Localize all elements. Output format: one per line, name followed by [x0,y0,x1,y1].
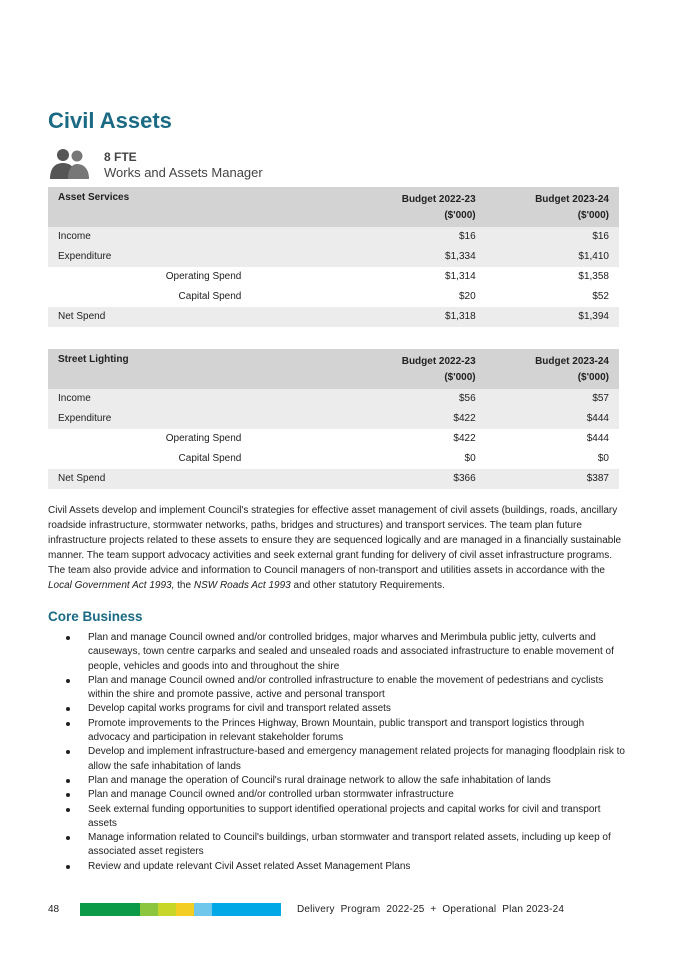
bullet-icon [66,836,70,840]
table-row: Income $56 $57 [48,389,619,409]
table-header-row [48,187,619,227]
manager-role: Works and Assets Manager [104,165,263,180]
core-business-list [60,631,626,874]
act-reference: NSW Roads Act 1993 [193,580,291,591]
table-row: Expenditure $422 $444 [48,409,619,429]
table-header-row [48,349,619,389]
street-lighting-table [48,349,619,489]
budget-2023-24-header: Budget 2023-24 ($'000) [486,349,619,389]
asset-services-table [48,187,619,327]
budget-2022-23-header: Budget 2022-23 ($'000) [241,349,485,389]
table-row: Income $16 $16 [48,227,619,247]
fte-count: 8 FTE [104,150,137,164]
list-item: Seek external funding opportunities to support identified operational projects and capital works for civil and transport assets [60,803,626,832]
list-item: Develop capital works programs for civil and transport related assets [60,702,626,716]
table-heading: Asset Services [48,187,241,227]
bullet-icon [66,750,70,754]
bullet-icon [66,722,70,726]
act-reference: Local Government Act 1993, [48,580,175,591]
color-segment [140,903,158,916]
bullet-icon [66,779,70,783]
table-row: Net Spend $1,318 $1,394 [48,307,619,327]
list-item: Plan and manage Council owned and/or controlled infrastructure to enable the movement of pedestrians and cyclists within the shire and promote passive, active and personal transport [60,674,626,703]
page-number: 48 [48,904,60,915]
description-paragraph: Civil Assets develop and implement Council's strategies for effective asset management of civil assets (buildings, roads, ancillary roadside infrastructure, stormwater networks, paths, bridges and structures) and transport services. The team plan future infrastructure projects related to these assets to ensure they are sequenced logically and are managed in a financially sustainable manner. The team support advocacy activities and seek external grant funding for delivery of civil asset infrastructure programs. The team also provide advice and information to Council managers of non-transport and utilities assets in accordance with the Local Government Act 1993, the NSW Roads Act 1993 and other statutory Requirements. [48,505,622,591]
table-row: Net Spend $366 $387 [48,469,619,489]
budget-2023-24-header: Budget 2023-24 ($'000) [486,187,619,227]
color-segment [176,903,194,916]
bullet-icon [66,679,70,683]
bullet-icon [66,636,70,640]
list-item: Plan and manage Council owned and/or controlled bridges, major wharves and Merimbula public jetty, culverts and causeways, town centre carparks and sealed and unsealed roads and associated infrastructure to enable movement of people, vehicles and goods into and throughout the shire [60,631,626,674]
budget-2022-23-header: Budget 2022-23 ($'000) [241,187,485,227]
page-title: Civil Assets [48,108,172,133]
table-row: Expenditure $1,334 $1,410 [48,247,619,267]
footer-title: Delivery Program 2022-25 + Operational Plan 2023-24 [297,904,565,915]
color-segment [212,903,281,916]
table-heading: Street Lighting [48,349,241,389]
list-item: Plan and manage the operation of Council's rural drainage network to allow the safe inhabitation of lands [60,774,626,788]
table-row: Capital Spend $20 $52 [178,291,609,302]
color-segment [158,903,176,916]
bullet-icon [66,808,70,812]
table-row: Operating Spend $1,314 $1,358 [165,271,609,282]
table-row: Capital Spend $0 $0 [178,453,609,464]
list-item: Review and update relevant Civil Asset related Asset Management Plans [60,860,626,874]
list-item: Develop and implement infrastructure-based and emergency management related projects for managing floodplain risk to allow the safe inhabitation of lands [60,745,626,774]
core-business-heading: Core Business [48,609,143,624]
bullet-icon [66,865,70,869]
footer-color-bar [80,903,281,916]
color-segment [194,903,212,916]
bullet-icon [66,793,70,797]
list-item: Plan and manage Council owned and/or controlled urban stormwater infrastructure [60,788,626,802]
color-segment [80,903,140,916]
list-item: Manage information related to Council's buildings, urban stormwater and transport related assets, including up keep of associated asset registers [60,831,626,860]
people-icon [48,147,90,179]
list-item: Promote improvements to the Princes Highway, Brown Mountain, public transport and transport logistics through advocacy and participation in relevant stakeholder forums [60,717,626,746]
table-row: Operating Spend $422 $444 [165,433,609,444]
bullet-icon [66,707,70,711]
